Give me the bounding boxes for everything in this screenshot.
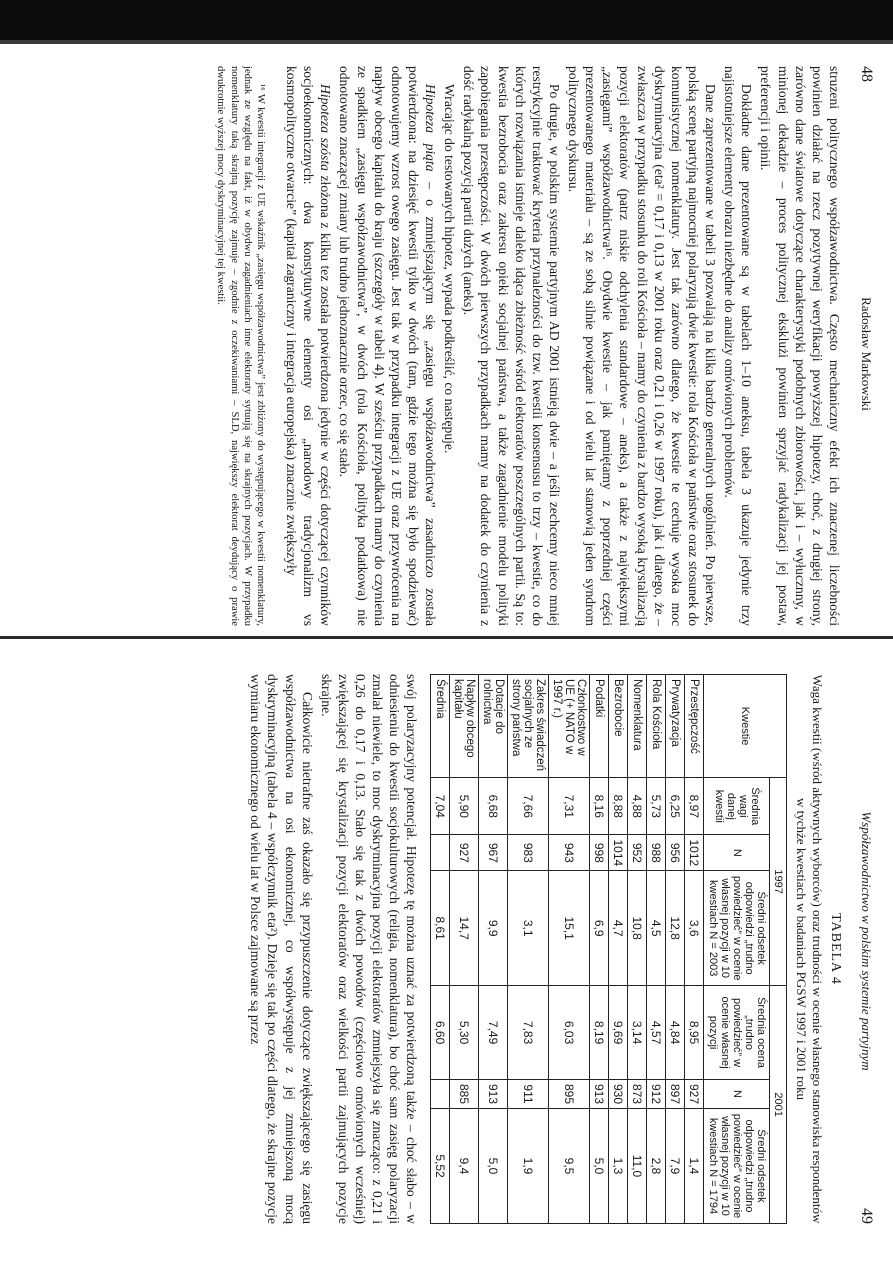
table-row <box>549 675 590 1224</box>
table-cell-value: 15,1 <box>549 871 590 986</box>
hypothesis-5-label: Hipoteza piąta <box>423 84 439 172</box>
table-cell-value: 4,5 <box>647 871 666 986</box>
table-cell-value: 11,0 <box>628 1109 647 1224</box>
table-cell-value: 895 <box>549 1079 590 1108</box>
table-cell-kwestia: Dotacje do rolnictwa <box>479 675 508 778</box>
table-cell-kwestia: Napływ obcego kapitału <box>450 675 479 778</box>
table-cell-value: 4,88 <box>628 778 647 835</box>
table-cell-value: 9,9 <box>479 871 508 986</box>
hypothesis-6-label: Hipoteza szósta <box>318 84 334 171</box>
hypothesis-5-text: – o zmniejszającym się „zasięgu współzawodnictwa” zasadniczo została potwierdzona: na dziesięć kwestii tylko w dwóch (tam, gdzie tego można się było spodziewać) odnotowujemy wzrost owego zasięgu. Jest tak w przypadku integracji z UE oraz przywrócenia na napływ obcego kapitału do kraju (szczegóły w tabeli 4). W sześciu przypadkach mamy do czynienia ze spadkiem „zasięgu współzawodnictwa”, w dwóch (rola Kościoła, polityka podatkowa) nie odnotowano znaczącej zmiany lub trudno jednoznacznie orzec, co się stało. <box>337 66 439 626</box>
table-cell-value: 927 <box>450 835 479 871</box>
table-cell-value: 5,0 <box>479 1109 508 1224</box>
after-table-text <box>247 674 420 1224</box>
table-row <box>450 675 479 1224</box>
table-4 <box>430 674 787 1224</box>
table-cell-value: 956 <box>666 835 685 871</box>
table-cell-value: 1,9 <box>508 1109 549 1224</box>
table-cell-value: 6,9 <box>590 871 609 986</box>
header-n-2001: N <box>704 1079 769 1108</box>
paragraph: swój polaryzacyjny potencjał. Hipotezę tę można uznać za potwierdzoną także – choć słabo – w odniesieniu do kwestii socjokulturowych (religia, nomenklatura), bo choć sam zasięg polaryzacji zmalał niewiele, to moc dyskryminacyjna pozycji elektoratów zmniejszyła się znacząco: z 0,21 i 0,26 do 0,17 i 0,13. Stało się tak z dwóch powodów (częściowo omówionych wcześniej) zwiększającej się krystalizacji pozycji elektoratów oraz wielkości partii zajmujących pozycje skrajne. <box>318 674 420 1224</box>
table-cell-value: 9,5 <box>549 1109 590 1224</box>
running-title: Współzawodnictwo w polskim systemie partyjnym <box>859 811 874 1071</box>
page-divider <box>0 636 893 639</box>
table-cell-value <box>431 835 450 871</box>
hypothesis-5-paragraph <box>336 66 439 626</box>
paragraph: Wracając do testowanych hipotez, wypada podkreślić, co następuje. <box>442 84 458 454</box>
table-row <box>479 675 508 1224</box>
header-kwestie: Kwestie <box>704 675 787 778</box>
table-label: TABELA 4 <box>828 913 843 985</box>
table-cell-value: 8,16 <box>590 778 609 835</box>
table-cell-value: 8,61 <box>431 871 450 986</box>
table-cell-value: 3,14 <box>628 986 647 1080</box>
table-cell-value: 5,73 <box>647 778 666 835</box>
right-page <box>0 646 893 1246</box>
table-cell-value: 1014 <box>609 835 628 871</box>
table-cell-value: 983 <box>508 835 549 871</box>
paragraph: Po drugie, w polskim systemie partyjnym AD 2001 istnieją dwie – a jeśli zechcemy nieco mniej restrykcyjnie traktować kryteria przynależności do tzw. kwestii konsensusu to trzy – kwestie, co do których rozwiązania istnieje daleko idąca zbieżność wśród elektoratów poszczególnych partii. Są to: kwestia bezrobocia oraz zakresu opieki socjalnej państwa, a także zagadnienie modelu polityki zapobiegania przestępczości. W dwóch pierwszych przypadkach mamy na dodatek do czynienia z dość radykalną pozycją partii dużych (aneks). <box>461 66 562 626</box>
table-cell-value: 911 <box>508 1079 549 1108</box>
table-cell-kwestia: Bezrobocie <box>609 675 628 778</box>
table-title: Waga kwestii (wśród aktywnych wyborców) oraz trudności w ocenie własnego stanowiska respondentów w tychże kwestiach w badaniach PGSW 1997 i 2001 roku <box>794 674 825 1224</box>
table-cell-value: 6,68 <box>479 778 508 835</box>
table-row <box>508 675 549 1224</box>
table-cell-kwestia: Członkostwo w UE (+ NATO w 1997 r.) <box>549 675 590 778</box>
table-cell-value: 2,8 <box>647 1109 666 1224</box>
table-cell-value: 967 <box>479 835 508 871</box>
table-cell-value: 6,25 <box>666 778 685 835</box>
table-cell-value: 897 <box>666 1079 685 1108</box>
table-cell-value: 3,6 <box>685 871 704 986</box>
table-cell-value: 7,66 <box>508 778 549 835</box>
table-cell-value: 1,3 <box>609 1109 628 1224</box>
table-cell-kwestia: Średnia <box>431 675 450 778</box>
table-cell-kwestia: Prywatyzacja <box>666 675 685 778</box>
header-year-2001: 2001 <box>769 986 786 1224</box>
table-cell-value: 5,90 <box>450 778 479 835</box>
table-cell-value: 9,69 <box>609 986 628 1080</box>
table-row <box>666 675 685 1224</box>
table-cell-kwestia: Nomenklatura <box>628 675 647 778</box>
left-page-number: 48 <box>858 66 875 82</box>
table-cell-value: 7,9 <box>666 1109 685 1224</box>
right-running-header <box>857 674 875 1224</box>
header-trudno-2001: Średnia ocena „trudno powiedzieć” w ocenie własnej pozycji <box>704 986 769 1080</box>
header-n-1997: N <box>704 835 769 871</box>
table-row <box>685 675 704 1224</box>
table-cell-value: 14,7 <box>450 871 479 986</box>
scan-border-top <box>0 0 893 42</box>
table-cell-value: 7,83 <box>508 986 549 1080</box>
table-cell-value: 943 <box>549 835 590 871</box>
table-cell-kwestia: Podatki <box>590 675 609 778</box>
header-srednia-1997: Średnia wagi danej kwestii <box>704 778 769 835</box>
table-row <box>628 675 647 1224</box>
table-row <box>647 675 666 1224</box>
table-cell-value: 873 <box>628 1079 647 1108</box>
left-running-header <box>857 66 875 626</box>
table-cell-value: 12,8 <box>666 871 685 986</box>
table-cell-value: 5,52 <box>431 1109 450 1224</box>
table-cell-kwestia: Zakres świadczeń socjalnych ze strony państwa <box>508 675 549 778</box>
hypothesis-6-text: złożona z kilku tez została potwierdzona jedynie w części dotyczącej czynników socjoekonomicznych: dwa konstytutywne elementy osi „narodowy tradycjonalizm vs kosmopolityczne otwarcie” (kapitał zagraniczny i integracja europejska) znacznie zwiększyły <box>284 66 334 626</box>
table-row <box>609 675 628 1224</box>
table-cell-value: 912 <box>647 1079 666 1108</box>
paragraph: Dokładne dane prezentowane są w tabelach 1–10 aneksu, tabela 3 ukazuje jedynie trzy najistotniejsze elementy obrazu niezbędne do analizy omówionych problemów. <box>722 66 755 626</box>
header-year-1997: 1997 <box>769 778 786 986</box>
table-cell-kwestia: Przestępczość <box>685 675 704 778</box>
table-cell-value: 4,7 <box>609 871 628 986</box>
table-row <box>431 675 450 1224</box>
table-cell-value <box>431 1079 450 1108</box>
table-cell-value: 10,8 <box>628 871 647 986</box>
header-odsetek-1997: Średni odsetek odpowiedzi „trudno powiedzieć” w ocenie własnej pozycji w 10 kwestiach N = 2003 <box>704 871 769 986</box>
table-cell-value: 1012 <box>685 835 704 871</box>
table-cell-value: 7,49 <box>479 986 508 1080</box>
author-name: Radosław Markowski <box>859 297 874 411</box>
hypothesis-6-paragraph <box>283 66 334 626</box>
table-cell-value: 5,30 <box>450 986 479 1080</box>
table-cell-value: 927 <box>685 1079 704 1108</box>
table-cell-value: 8,88 <box>609 778 628 835</box>
table-cell-value: 5,0 <box>590 1109 609 1224</box>
table-cell-value: 7,04 <box>431 778 450 835</box>
table-cell-value: 4,57 <box>647 986 666 1080</box>
paragraph: Całkowicie nietrafne zaś okazało się przypuszczenie dotyczące zwiększającego się zasięgu współzawodnictwa na osi ekonomicznej, co współwystępuje z jej zmniejszoną mocą dyskryminacyjną (tabela 4 – współczynnik eta²). Dzieje się tak po części dlatego, że skrajne pozycje wymiaru ekonomicznego od wielu lat w Polsce zajmowane są przez <box>248 674 315 1224</box>
table-cell-value: 6,60 <box>431 986 450 1080</box>
paragraph: struzeni politycznego współzawodnictwa. Często mechaniczny efekt ich znaczenej liczebności powinien działać na rzecz pozytywnej weryfikacji powyższej hipotezy, choć, z drugiej strony, zarówno dane światowe dotyczące charakterystyki podobnych zbiorowości, jak i – wyłucznny, w minionej dekadzie – proces politycznej eksklużi powinien sprzyjać radykalizacji jej postaw, preferencji i opinii. <box>758 66 842 626</box>
left-page <box>0 38 893 648</box>
table-cell-value: 8,19 <box>590 986 609 1080</box>
table-body <box>431 675 704 1224</box>
table-cell-value: 1,4 <box>685 1109 704 1224</box>
table-row <box>590 675 609 1224</box>
table-cell-value: 7,31 <box>549 778 590 835</box>
table-cell-value: 988 <box>647 835 666 871</box>
header-odsetek-2001: Średni odsetek odpowiedzi „trudno powiedzieć” w ocenie własnej pozycji w 10 kwestiach N = 1794 <box>704 1109 769 1224</box>
table-cell-value: 9,4 <box>450 1109 479 1224</box>
table-cell-value: 930 <box>609 1079 628 1108</box>
table-cell-value: 6,03 <box>549 986 590 1080</box>
table-cell-value: 8,97 <box>685 778 704 835</box>
paragraph: Dane zaprezentowane w tabeli 3 pozwalają na kilka bardzo generalnych uogólnień. Po pierwsze, polską scenę partyjną najmocniej polaryzują dwie kwestie: rola Kościoła w państwie oraz stosunek do komunistycznej nomenklatury. Jest tak zarówno dlatego, że kwestie te cechuje wysoka moc dyskryminacyjna (eta² = 0,17 i 0,13 w 2001 roku oraz 0,21 i 0,26 w 1997 roku), jak i dlatego, że – zwłaszcza w przypadku stosunku do roli Kościoła – mamy do czynienia z bardzo wysoką krystalizacją pozycji elektoratów (patrz niskie odchylenia standardowe – aneks), a także z największymi „zasięgami” współzawodnictwa¹⁶. Obydwie kwestie – jak pamiętamy z poprzedniej części prezentowanego materiału – są ze sobą silnie powiązane i od wielu lat stanowią jeden syndrom politycznego dyskursu. <box>566 66 719 626</box>
table-cell-value: 8,95 <box>685 986 704 1080</box>
table-cell-value: 4,84 <box>666 986 685 1080</box>
table-caption <box>793 674 843 1224</box>
right-page-number: 49 <box>858 1207 875 1224</box>
table-cell-value: 3,1 <box>508 871 549 986</box>
table-cell-value: 913 <box>479 1079 508 1108</box>
table-cell-value: 998 <box>590 835 609 871</box>
table-cell-value: 952 <box>628 835 647 871</box>
table-cell-kwestia: Rola Kościoła <box>647 675 666 778</box>
footnote: ¹⁶ W kwestii integracji z UE wskaźnik „zasięgu współzawodnictwa” jest zbliżony do występującego w kwestii nomenklatury, jednak ze względu na fakt, iż w obydwu zagadnieniach inne elektoraty sytuują się na skrajnych pozycjach. W przypadku nomenklatury taką skrajną pozycję zajmuje – zgodnie z oczekiwaniami – SLD, największy elektorat deydujący o prawie dwukrotnie wyższej mocy dyskryminacyjnej tej kwestii. <box>215 66 266 626</box>
table-cell-value: 913 <box>590 1079 609 1108</box>
table-cell-value: 885 <box>450 1079 479 1108</box>
